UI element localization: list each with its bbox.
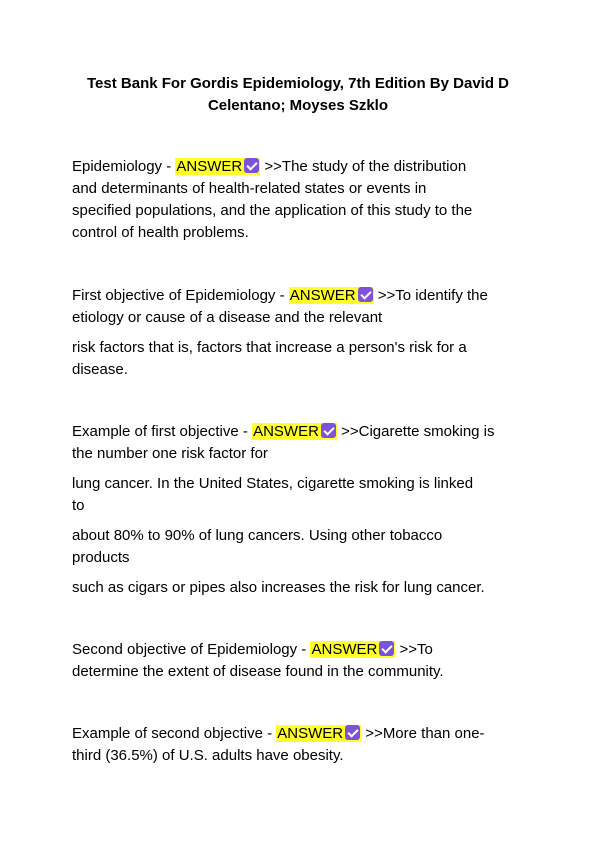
answer-label: ANSWER	[253, 423, 319, 440]
entry-line: >>To	[399, 641, 433, 658]
entry-line: products	[72, 549, 130, 566]
checkmark-icon	[358, 287, 373, 302]
entry-line: etiology or cause of a disease and the relevant	[72, 309, 383, 326]
entry-term: Example of first objective -	[72, 423, 253, 440]
document-title	[60, 73, 536, 117]
title-line-1: Test Bank For Gordis Epidemiology, 7th Edition By David D	[87, 75, 509, 92]
entry-line: specified populations, and the application of this study to the	[72, 202, 473, 219]
entry-line: lung cancer. In the United States, cigarette smoking is linked	[72, 475, 474, 492]
answer-label: ANSWER	[277, 725, 344, 742]
answer-label: ANSWER	[176, 158, 243, 175]
entry-line: the number one risk factor for	[72, 445, 268, 462]
entry-line: >>Cigarette smoking is	[341, 423, 495, 440]
entry-first-line	[72, 639, 532, 661]
entry-line: about 80% to 90% of lung cancers. Using other tobacco	[72, 527, 443, 544]
answer-label: ANSWER	[289, 287, 356, 304]
answer-highlight	[252, 423, 337, 440]
entry-line: control of health problems.	[72, 224, 249, 241]
checkmark-icon	[345, 725, 360, 740]
entry-first-line	[72, 421, 532, 443]
entry-line: >>To identify the	[377, 287, 488, 304]
answer-label: ANSWER	[311, 641, 378, 658]
entry-line: to	[72, 497, 85, 514]
qa-entry-epidemiology	[72, 156, 532, 244]
entry-first-line	[72, 285, 532, 307]
answer-highlight	[276, 725, 361, 742]
checkmark-icon	[321, 423, 336, 438]
title-line-2: Celentano; Moyses Szklo	[207, 97, 389, 114]
entry-first-line	[72, 156, 532, 178]
qa-entry-second-objective	[72, 639, 532, 683]
answer-highlight	[175, 158, 260, 175]
entry-term: Second objective of Epidemiology -	[72, 641, 311, 658]
answer-highlight	[289, 287, 374, 304]
entry-term: First objective of Epidemiology -	[72, 287, 289, 304]
entry-line: and determinants of health-related states or events in	[72, 180, 427, 197]
entry-term: Epidemiology -	[72, 158, 176, 175]
answer-highlight	[310, 641, 395, 658]
entry-term: Example of second objective -	[72, 725, 277, 742]
entry-line: risk factors that is, factors that increase a person's risk for a	[72, 339, 467, 356]
entry-line: determine the extent of disease found in the community.	[72, 663, 444, 680]
qa-entry-first-objective	[72, 285, 532, 381]
checkmark-icon	[379, 641, 394, 656]
qa-entry-example-first-objective	[72, 421, 532, 599]
entry-line: >>More than one-	[365, 725, 485, 742]
entry-line: such as cigars or pipes also increases the risk for lung cancer.	[72, 579, 485, 596]
entry-first-line	[72, 723, 532, 745]
entry-line: >>The study of the distribution	[264, 158, 467, 175]
checkmark-icon	[244, 158, 259, 173]
entry-line: third (36.5%) of U.S. adults have obesity.	[72, 747, 344, 764]
qa-entry-example-second-objective	[72, 723, 532, 767]
entry-line: disease.	[72, 361, 128, 378]
